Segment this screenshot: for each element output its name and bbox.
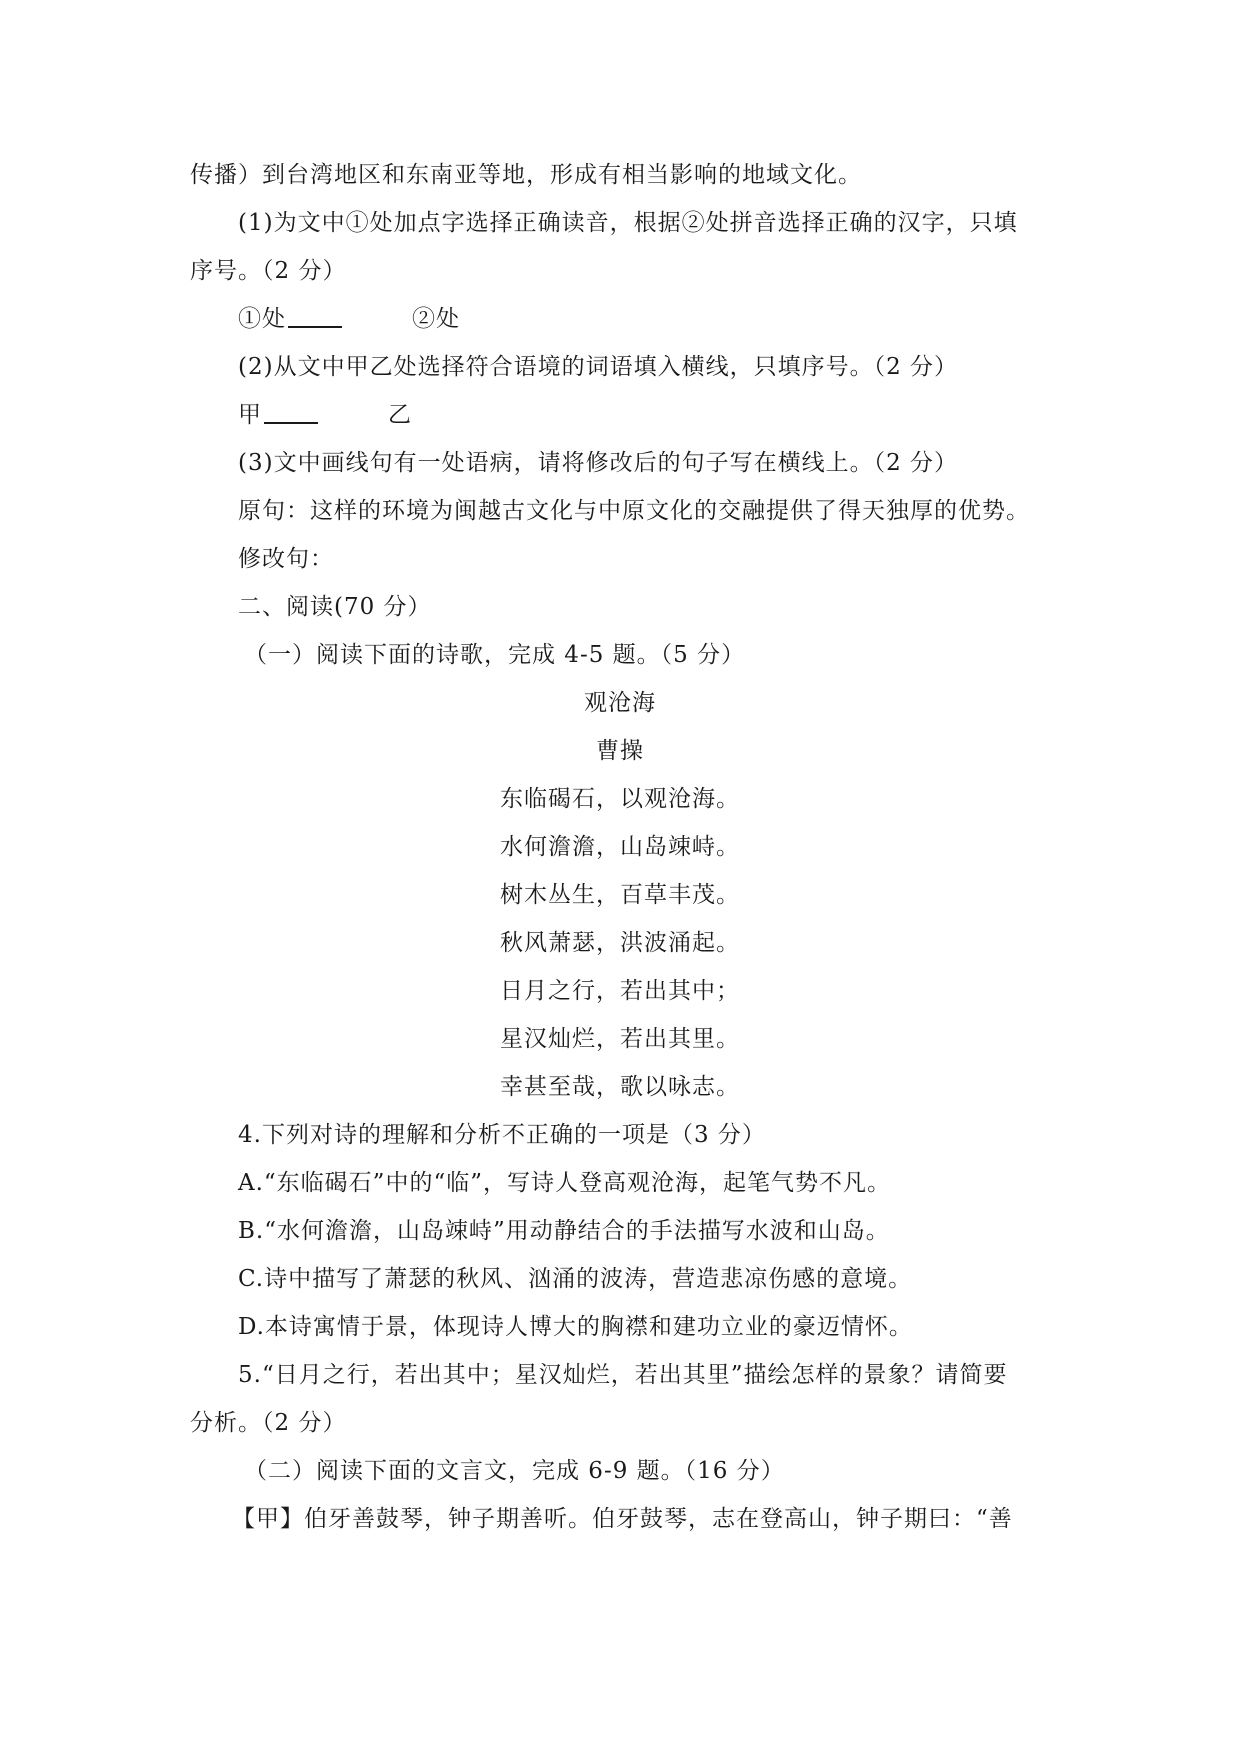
intro-line: 传播）到台湾地区和东南亚等地，形成有相当影响的地域文化。: [190, 162, 862, 188]
q2-b-label: 乙: [388, 402, 412, 428]
q2-a-blank[interactable]: [264, 400, 318, 424]
q4-option-c[interactable]: C.诗中描写了萧瑟的秋风、汹涌的波涛，营造悲凉伤感的意境。: [238, 1266, 913, 1292]
poem-line: 树木丛生，百草丰茂。: [500, 882, 740, 908]
q1-stem: (1)为文中①处加点字选择正确读音，根据②处拼音选择正确的汉字，只填: [238, 210, 1018, 236]
q3-original: 原句：这样的环境为闽越古文化与中原文化的交融提供了得天独厚的优势。: [238, 498, 1030, 524]
q1-stem-cont: 序号。（2 分）: [190, 258, 347, 284]
q1-b-label: ②处: [412, 306, 460, 332]
q4-option-a[interactable]: A.“东临碣石”中的“临”，写诗人登高观沧海，起笔气势不凡。: [238, 1170, 891, 1196]
q4-option-d[interactable]: D.本诗寓情于景，体现诗人博大的胸襟和建功立业的豪迈情怀。: [238, 1314, 913, 1340]
poem-line: 秋风萧瑟，洪波涌起。: [500, 930, 740, 956]
poem-line: 幸甚至哉，歌以咏志。: [500, 1074, 740, 1100]
q1-a-blank[interactable]: [288, 304, 342, 328]
q3-stem: (3)文中画线句有一处语病，请将修改后的句子写在横线上。（2 分）: [238, 450, 959, 476]
passage-jia-line: 【甲】伯牙善鼓琴，钟子期善听。伯牙鼓琴，志在登高山，钟子期曰：“善: [232, 1506, 1013, 1532]
q2-answer-row: [238, 400, 412, 430]
q4-stem: 4.下列对诗的理解和分析不正确的一项是（3 分）: [238, 1122, 766, 1148]
section-heading: 二、阅读(70 分）: [238, 594, 432, 620]
q1-a-label: ①处: [238, 306, 286, 332]
poem-line: 日月之行，若出其中；: [500, 978, 740, 1004]
part1-heading: （一）阅读下面的诗歌，完成 4-5 题。（5 分）: [244, 642, 746, 668]
q2-stem: (2)从文中甲乙处选择符合语境的词语填入横线，只填序号。（2 分）: [238, 354, 959, 380]
q5-stem-cont: 分析。（2 分）: [190, 1410, 347, 1436]
poem-title: 观沧海: [584, 690, 656, 716]
q2-a-label: 甲: [238, 402, 262, 428]
part2-heading: （二）阅读下面的文言文，完成 6-9 题。（16 分）: [244, 1458, 785, 1484]
poem-author: 曹操: [596, 738, 644, 764]
q1-answer-row: [238, 304, 460, 334]
q4-option-b[interactable]: B.“水何澹澹，山岛竦峙”用动静结合的手法描写水波和山岛。: [238, 1218, 890, 1244]
poem-line: 水何澹澹，山岛竦峙。: [500, 834, 740, 860]
poem-line: 星汉灿烂，若出其里。: [500, 1026, 740, 1052]
q5-stem: 5.“日月之行，若出其中；星汉灿烂，若出其里”描绘怎样的景象？请简要: [238, 1362, 1008, 1388]
poem-line: 东临碣石，以观沧海。: [500, 786, 740, 812]
q3-revised: 修改句：: [238, 546, 334, 572]
